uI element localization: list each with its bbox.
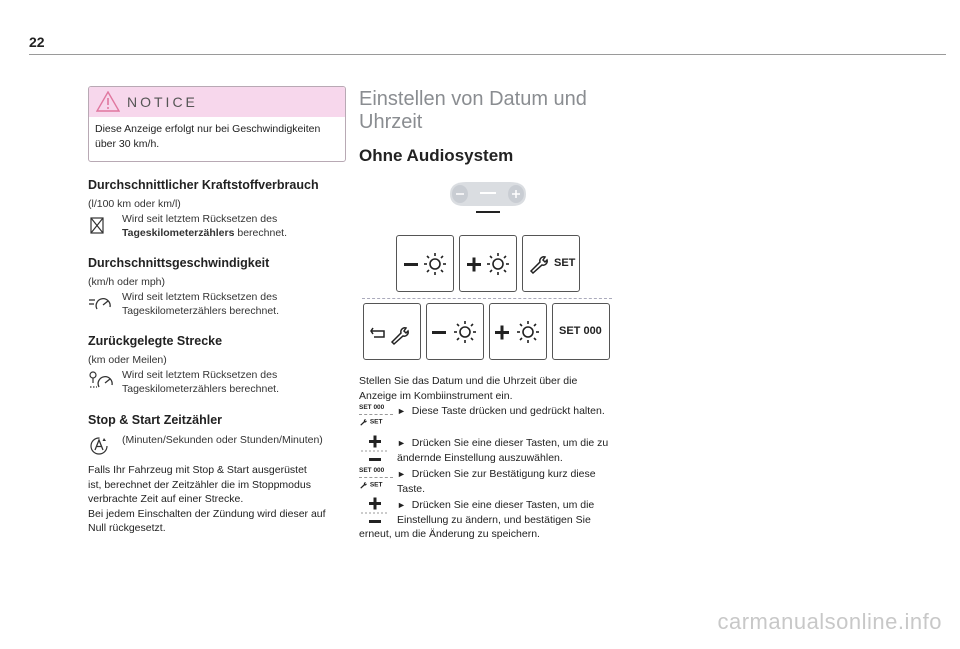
- notice-box: [88, 86, 346, 162]
- page-number: 22: [29, 34, 45, 50]
- step4-text-end: erneut, um die Änderung zu speichern.: [359, 528, 540, 540]
- wrench-icon: [528, 254, 550, 274]
- step4-text: ► Drücken Sie eine dieser Tasten, um die Einstellung zu ändern, und bestätigen Sie: [397, 499, 595, 526]
- average-speed-icon: [88, 293, 112, 313]
- section-desc-distance: Wird seit letztem Rücksetzen des Tageskilometerzählers berechnet.: [122, 369, 279, 395]
- step1-text: ► Diese Taste drücken und gedrückt halten.: [397, 405, 605, 417]
- brightness-plus-icon: [460, 236, 516, 291]
- watermark: carmanualsonline.info: [717, 609, 942, 634]
- stop-start-icon: [88, 435, 110, 457]
- notice-text: Diese Anzeige erfolgt nur bei Geschwindigkeiten über 30 km/h.: [95, 123, 321, 150]
- set-000-mini-label: SET 000: [359, 404, 385, 411]
- stop-start-paragraph: Falls Ihr Fahrzeug mit Stop & Start ausgerüstet ist, berechnet der Zeitzähler die im Stoppmodus verbrachte Zeit auf einer Strecke. Bei jedem Einschalten der Zündung wird dieser auf Null rückgesetzt.: [88, 464, 326, 534]
- set-000-label: SET 000: [559, 325, 602, 337]
- settings-set-button[interactable]: [522, 235, 580, 292]
- section-heading-fuel: Durchschnittlicher Kraftstoffverbrauch: [88, 178, 319, 192]
- section-desc-speed: Wird seit letztem Rücksetzen des Tageskilometerzählers berechnet.: [122, 291, 279, 317]
- section-unit-distance: (km oder Meilen): [88, 354, 167, 366]
- section-unit-fuel: (l/100 km oder km/l): [88, 198, 181, 210]
- section-unit-speed: (km/h oder mph): [88, 276, 166, 288]
- brightness-minus-button-2[interactable]: [426, 303, 484, 360]
- intro-text: Stellen Sie das Datum und die Uhrzeit über die Anzeige im Kombiinstrument ein.: [359, 375, 578, 402]
- step3-text: ► Drücken Sie zur Bestätigung kurz diese Taste.: [397, 468, 596, 495]
- section-heading-distance: Zurückgelegte Strecke: [88, 334, 223, 348]
- back-arrow-wrench-icon: [364, 304, 420, 359]
- wrench-set-mini: SET: [359, 418, 393, 426]
- section-heading-speed: Durchschnittsgeschwindigkeit: [88, 256, 270, 270]
- header-divider: [29, 54, 946, 55]
- section-desc-stopstart: (Minuten/Sekunden oder Stunden/Minuten): [122, 434, 323, 446]
- steering-wheel-controls-illustration: [446, 178, 530, 218]
- step2-text: ► Drücken Sie eine dieser Tasten, um die zu ändernde Einstellung auszuwählen.: [397, 437, 609, 464]
- brightness-plus-button[interactable]: [459, 235, 517, 292]
- brightness-minus-icon: [397, 236, 453, 291]
- distance-icon: [88, 369, 114, 391]
- notice-title: NOTICE: [127, 94, 198, 110]
- button-row-divider: [362, 298, 612, 299]
- page-title: Einstellen von Datum und Uhrzeit: [359, 88, 587, 133]
- fuel-consumption-icon: [88, 214, 108, 236]
- wrench-mini-icon-2: [359, 481, 368, 489]
- section-heading-stopstart: Stop & Start Zeitzähler: [88, 413, 223, 427]
- step3-icons: SET 000 SET: [359, 467, 393, 489]
- plus-minus-icon-2: [361, 496, 389, 528]
- notice-header: [89, 87, 345, 117]
- brightness-plus-icon-2: [490, 304, 546, 359]
- warning-icon: [96, 91, 120, 112]
- wrench-mini-icon: [359, 418, 368, 426]
- brightness-minus-button[interactable]: [396, 235, 454, 292]
- subtitle-no-audio: Ohne Audiosystem: [359, 146, 514, 165]
- set-label: SET: [554, 257, 576, 269]
- brightness-plus-button-2[interactable]: [489, 303, 547, 360]
- brightness-minus-icon-2: [427, 304, 483, 359]
- section-desc-fuel: Wird seit letztem Rücksetzen des Tageskilometerzählers berechnet.: [122, 213, 287, 239]
- step1-icons: [359, 404, 393, 426]
- set-000-button[interactable]: [552, 303, 610, 360]
- back-wrench-button[interactable]: [363, 303, 421, 360]
- plus-minus-icon: [361, 434, 389, 466]
